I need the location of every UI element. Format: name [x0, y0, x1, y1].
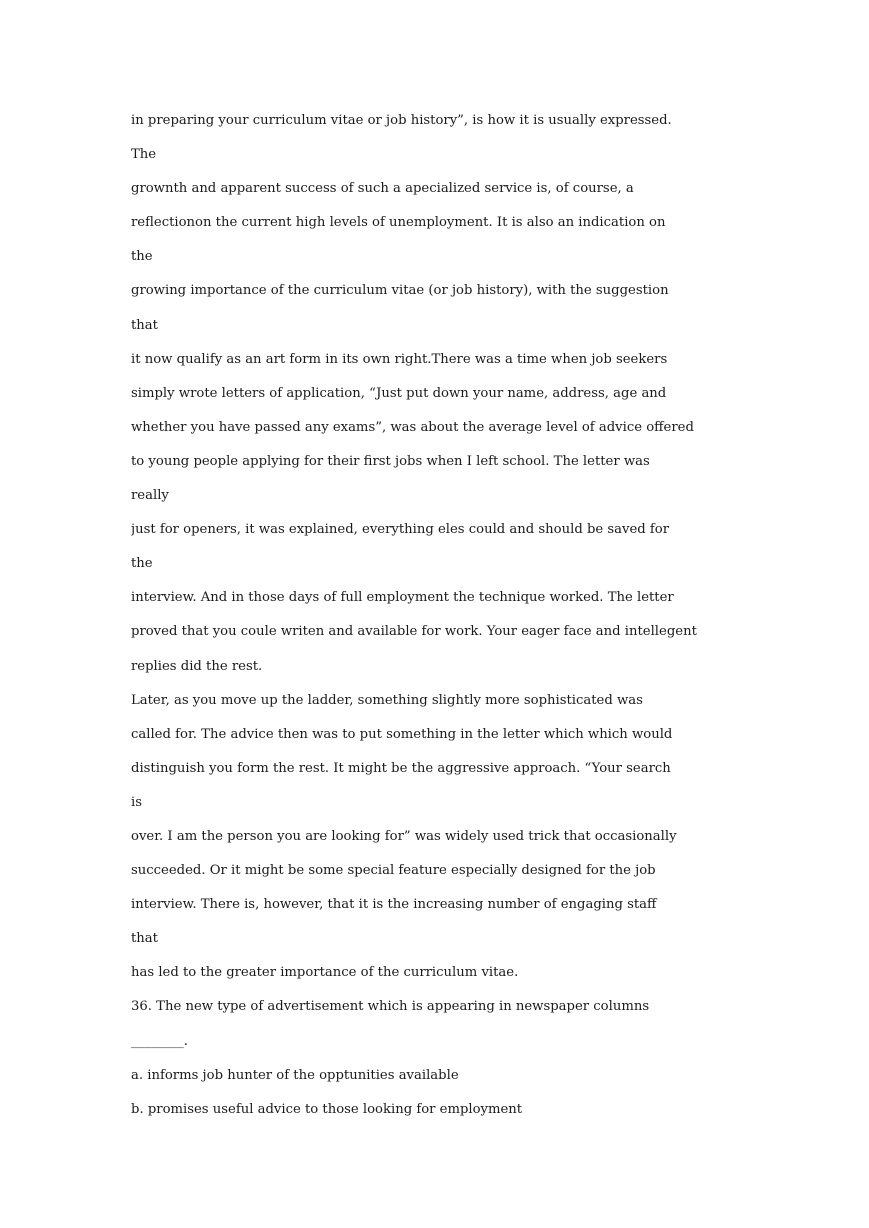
text-line: distinguish you form the rest. It might be the aggressive approach. “Your search [131, 760, 671, 776]
text-line: is [131, 794, 142, 810]
answer-blank: ________. [131, 1033, 188, 1049]
text-line: proved that you coule writen and available for work. Your eager face and intellegent [131, 624, 697, 640]
text-line: it now qualify as an art form in its own right.There was a time when job seekers [131, 351, 668, 367]
document-text [131, 104, 741, 1127]
text-line: interview. And in those days of full employment the technique worked. The letter [131, 590, 674, 606]
text-line: simply wrote letters of application, “Just put down your name, address, age and [131, 385, 667, 401]
text-line: grownth and apparent success of such a apecialized service is, of course, a [131, 181, 634, 197]
text-line: called for. The advice then was to put something in the letter which which would [131, 726, 673, 742]
text-line: succeeded. Or it might be some special feature especially designed for the job [131, 863, 656, 879]
text-line: the [131, 249, 153, 265]
option-a: a. informs job hunter of the opptunities available [131, 1067, 459, 1083]
text-line: has led to the greater importance of the curriculum vitae. [131, 965, 519, 981]
text-line: that [131, 931, 158, 947]
question-stem: 36. The new type of advertisement which is appearing in newspaper columns [131, 999, 650, 1015]
text-line: replies did the rest. [131, 658, 263, 674]
text-line: interview. There is, however, that it is the increasing number of engaging staff [131, 897, 657, 913]
text-line: that [131, 317, 158, 333]
text-line: Later, as you move up the ladder, something slightly more sophisticated was [131, 692, 643, 708]
text-line: just for openers, it was explained, everything eles could and should be saved for [131, 522, 670, 538]
text-line: whether you have passed any exams”, was about the average level of advice offered [131, 419, 694, 435]
option-b: b. promises useful advice to those looking for employment [131, 1101, 523, 1117]
text-line: in preparing your curriculum vitae or job history”, is how it is usually expressed. [131, 113, 672, 128]
text-line: the [131, 556, 153, 572]
text-line: The [131, 147, 157, 163]
text-line: really [131, 488, 169, 504]
text-line: growing importance of the curriculum vitae (or job history), with the suggestion [131, 283, 669, 299]
text-line: to young people applying for their first jobs when I left school. The letter was [131, 453, 650, 469]
text-line: over. I am the person you are looking for” was widely used trick that occasionally [131, 828, 677, 844]
text-line: reflectionon the current high levels of unemployment. It is also an indication on [131, 215, 666, 231]
